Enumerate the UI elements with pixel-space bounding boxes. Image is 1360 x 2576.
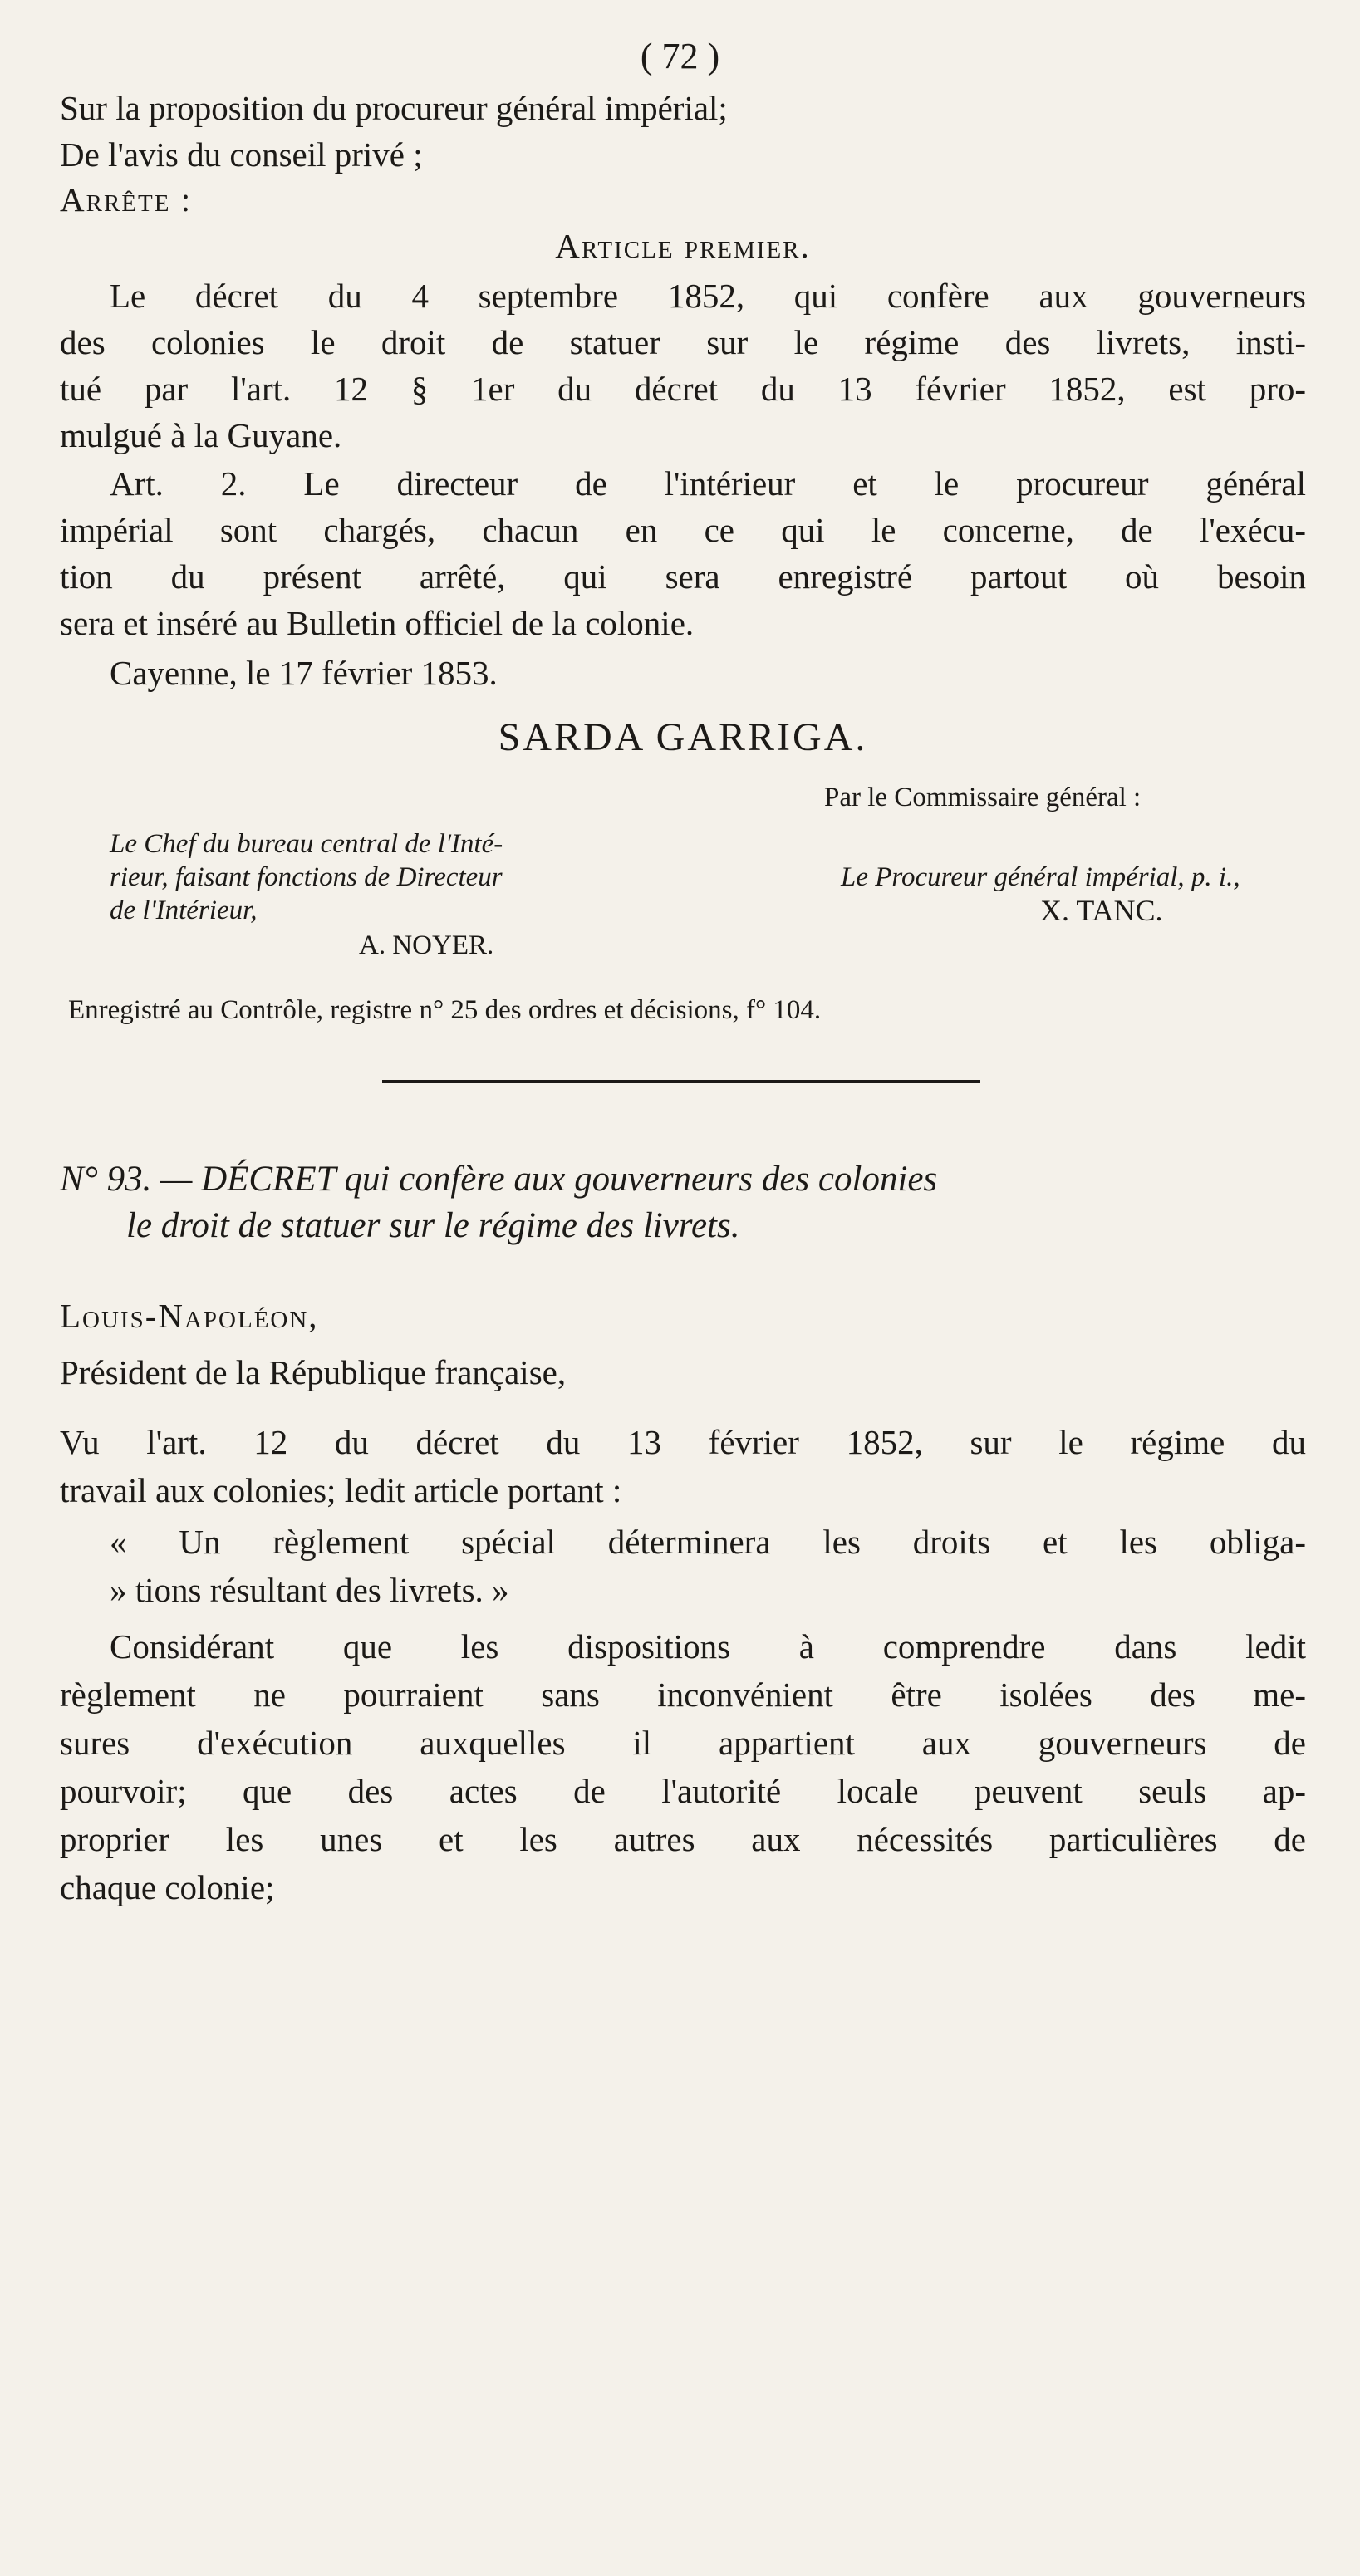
- text-line: tion du présent arrêté, qui sera enregistré partout où besoin: [60, 557, 1306, 596]
- text-line: pourvoir; que des actes de l'autorité locale peuvent seuls ap-: [60, 1772, 1306, 1810]
- text-line: chaque colonie;: [60, 1868, 275, 1906]
- text-line: mulgué à la Guyane.: [60, 416, 342, 454]
- decree-role: Président de la République française,: [60, 1353, 567, 1391]
- text-line: travail aux colonies; ledit article portant :: [60, 1471, 622, 1509]
- text-line: Sur la proposition du procureur général impérial;: [60, 89, 728, 127]
- signatory-right-title: Le Procureur général impérial, p. i.,: [841, 862, 1240, 892]
- quote-line: « Un règlement spécial déterminera les droits et les obliga-: [110, 1523, 1306, 1561]
- decree-title: le droit de statuer sur le régime des livrets.: [126, 1206, 740, 1245]
- text-line: De l'avis du conseil privé ;: [60, 135, 423, 174]
- text-line: Vu l'art. 12 du décret du 13 février 1852, sur le régime du: [60, 1423, 1306, 1461]
- text-line: tué par l'art. 12 § 1er du décret du 13 février 1852, est pro-: [60, 370, 1306, 408]
- text-line: sera et inséré au Bulletin officiel de la colonie.: [60, 604, 695, 642]
- text-line: Le décret du 4 septembre 1852, qui confère aux gouverneurs: [110, 277, 1306, 315]
- text-line: des colonies le droit de statuer sur le régime des livrets, insti-: [60, 323, 1306, 361]
- text-line: impérial sont chargés, chacun en ce qui le concerne, de l'exécu-: [60, 511, 1306, 549]
- decree-author: Louis-Napoléon,: [60, 1297, 319, 1335]
- signatory-left-name: A. NOYER.: [359, 930, 494, 960]
- text-line: proprier les unes et les autres aux nécessités particulières de: [60, 1820, 1306, 1858]
- signatory-left-title: rieur, faisant fonctions de Directeur: [110, 862, 503, 892]
- text-line: sures d'exécution auxquelles il appartient aux gouverneurs de: [60, 1724, 1306, 1762]
- text-line: Considérant que les dispositions à comprendre dans ledit: [110, 1627, 1306, 1666]
- governor-signature: SARDA GARRIGA.: [498, 715, 868, 759]
- signatory-right-name: X. TANC.: [1040, 894, 1163, 927]
- par-commissaire: Par le Commissaire général :: [824, 783, 1142, 812]
- signatory-left-title: de l'Intérieur,: [110, 895, 258, 925]
- signatory-left-title: Le Chef du bureau central de l'Inté-: [110, 829, 503, 859]
- article-heading: Article premier.: [555, 227, 811, 265]
- decree-column: [60, 0, 1306, 2576]
- arrete-heading: Arrête :: [60, 180, 193, 218]
- decree-title: N° 93. — DÉCRET qui confère aux gouverneurs des colonies: [60, 1160, 938, 1199]
- text-line: règlement ne pourraient sans inconvénient être isolées des me-: [60, 1676, 1306, 1714]
- date-line: Cayenne, le 17 février 1853.: [110, 654, 498, 692]
- registration-note: Enregistré au Contrôle, registre n° 25 des ordres et décisions, f° 104.: [68, 995, 822, 1025]
- page-number: ( 72 ): [640, 36, 720, 76]
- quote-line: » tions résultant des livrets. »: [110, 1571, 509, 1609]
- text-line: Art. 2. Le directeur de l'intérieur et le procureur général: [110, 464, 1306, 503]
